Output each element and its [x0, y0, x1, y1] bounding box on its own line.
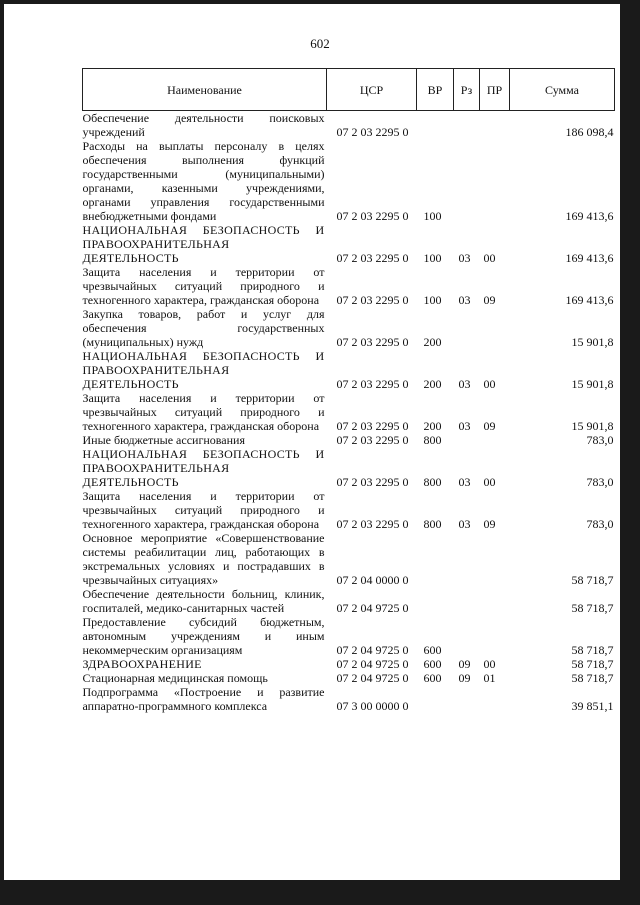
row-pr: 01: [483, 671, 496, 685]
row-pr: [480, 139, 510, 223]
row-csr: 07 2 03 2295 0: [336, 377, 409, 391]
row-name: НАЦИОНАЛЬНАЯ БЕЗОПАСНОСТЬ И ПРАВООХРАНИТЕЛЬНАЯ ДЕЯТЕЛЬНОСТЬ: [82, 349, 325, 391]
table-row: [83, 685, 615, 713]
row-rz: [454, 615, 480, 657]
row-rz: 03: [458, 419, 471, 433]
row-rz: [454, 587, 480, 615]
row-csr: 07 2 03 2295 0: [336, 125, 409, 139]
row-vr: 800: [423, 517, 442, 531]
row-rz: 03: [458, 377, 471, 391]
row-rz: 09: [458, 671, 471, 685]
row-csr: 07 2 03 2295 0: [336, 475, 409, 489]
row-vr: 200: [423, 377, 442, 391]
table-header-row: [83, 69, 615, 111]
scan-border-bottom: [0, 880, 640, 905]
table-row: [83, 223, 615, 265]
row-pr: [480, 307, 510, 349]
row-sum: 58 718,7: [571, 657, 614, 671]
row-pr: 09: [483, 293, 496, 307]
row-rz: 03: [458, 251, 471, 265]
table-row: [83, 489, 615, 531]
row-csr: 07 2 03 2295 0: [336, 433, 409, 447]
row-name: Защита населения и территории от чрезвычайных ситуаций природного и техногенного характера, гражданская оборона: [82, 391, 325, 433]
row-sum: 15 901,8: [571, 335, 614, 349]
row-pr: [480, 615, 510, 657]
row-vr: [417, 685, 454, 713]
row-sum: 15 901,8: [571, 377, 614, 391]
row-vr: [417, 111, 454, 140]
row-pr: 00: [483, 251, 496, 265]
row-sum: 169 413,6: [565, 209, 614, 223]
row-name: Стационарная медицинская помощь: [82, 671, 268, 685]
row-csr: 07 2 03 2295 0: [336, 251, 409, 265]
row-csr: 07 2 04 0000 0: [336, 573, 409, 587]
row-csr: 07 2 03 2295 0: [336, 517, 409, 531]
table-row: [83, 657, 615, 671]
row-csr: 07 2 04 9725 0: [336, 671, 409, 685]
row-csr: 07 2 04 9725 0: [336, 643, 409, 657]
row-vr: [417, 587, 454, 615]
row-rz: [454, 139, 480, 223]
row-rz: 03: [458, 293, 471, 307]
row-vr: 100: [423, 209, 442, 223]
table-row: [83, 349, 615, 391]
row-csr: 07 2 03 2295 0: [336, 335, 409, 349]
row-sum: 783,0: [586, 517, 614, 531]
row-pr: [480, 587, 510, 615]
row-vr: 100: [423, 293, 442, 307]
row-sum: 58 718,7: [571, 601, 614, 615]
table-row: [83, 531, 615, 587]
row-sum: 58 718,7: [571, 573, 614, 587]
table-row: [83, 111, 615, 140]
row-vr: 600: [423, 657, 442, 671]
row-sum: 39 851,1: [571, 699, 614, 713]
row-sum: 169 413,6: [565, 293, 614, 307]
row-name: Обеспечение деятельности больниц, клиник, госпиталей, медико-санитарных частей: [82, 587, 325, 615]
header-pr: ПР: [480, 69, 510, 111]
scan-border-left: [0, 0, 4, 880]
row-rz: [454, 433, 480, 447]
row-sum: 169 413,6: [565, 251, 614, 265]
row-csr: 07 2 03 2295 0: [336, 209, 409, 223]
header-vr: ВР: [417, 69, 454, 111]
row-name: НАЦИОНАЛЬНАЯ БЕЗОПАСНОСТЬ И ПРАВООХРАНИТЕЛЬНАЯ ДЕЯТЕЛЬНОСТЬ: [82, 447, 325, 489]
row-rz: [454, 307, 480, 349]
row-vr: 200: [423, 335, 442, 349]
row-csr: 07 2 03 2295 0: [336, 419, 409, 433]
row-csr: 07 2 03 2295 0: [336, 293, 409, 307]
row-pr: 00: [483, 377, 496, 391]
row-pr: 00: [483, 475, 496, 489]
row-pr: [480, 685, 510, 713]
row-rz: 09: [458, 657, 471, 671]
table-row: [83, 615, 615, 657]
row-rz: 03: [458, 475, 471, 489]
row-csr: 07 2 04 9725 0: [336, 601, 409, 615]
scan-border-top: [0, 0, 640, 4]
page-number: 602: [310, 36, 330, 51]
row-sum: 186 098,4: [565, 125, 614, 139]
row-name: Расходы на выплаты персоналу в целях обеспечения выполнения функций государственными (муниципальными) органами, казенными учреждениями, органами управления государственными внебюджетными фондами: [82, 139, 325, 223]
row-name: ЗДРАВООХРАНЕНИЕ: [82, 657, 202, 671]
header-csr: ЦСР: [327, 69, 417, 111]
table-row: [83, 307, 615, 349]
row-rz: [454, 111, 480, 140]
table-row: [83, 433, 615, 447]
row-vr: 800: [423, 433, 442, 447]
row-pr: 09: [483, 419, 496, 433]
row-name: Основное мероприятие «Совершенствование системы реабилитации лиц, работающих в экстремальных условиях и пострадавших в чрезвычайных ситуациях»: [82, 531, 325, 587]
row-pr: 00: [483, 657, 496, 671]
row-vr: [417, 531, 454, 587]
row-pr: [480, 433, 510, 447]
row-sum: 783,0: [586, 475, 614, 489]
row-name: НАЦИОНАЛЬНАЯ БЕЗОПАСНОСТЬ И ПРАВООХРАНИТЕЛЬНАЯ ДЕЯТЕЛЬНОСТЬ: [82, 223, 325, 265]
budget-table: [82, 68, 615, 713]
row-pr: [480, 111, 510, 140]
row-sum: 783,0: [586, 433, 614, 447]
row-vr: 800: [423, 475, 442, 489]
header-rz: Рз: [454, 69, 480, 111]
row-name: Защита населения и территории от чрезвычайных ситуаций природного и техногенного характера, гражданская оборона: [82, 265, 325, 307]
row-name: Подпрограмма «Построение и развитие аппаратно-программного комплекса: [82, 685, 325, 713]
header-name: Наименование: [83, 69, 327, 111]
table-row: [83, 265, 615, 307]
row-name: Защита населения и территории от чрезвычайных ситуаций природного и техногенного характера, гражданская оборона: [82, 489, 325, 531]
row-vr: 600: [423, 671, 442, 685]
row-pr: 09: [483, 517, 496, 531]
table-row: [83, 671, 615, 685]
row-rz: [454, 685, 480, 713]
scan-border-right: [620, 0, 640, 905]
row-name: Закупка товаров, работ и услуг для обеспечения государственных (муниципальных) нужд: [82, 307, 325, 349]
row-name: Иные бюджетные ассигнования: [82, 433, 245, 447]
row-csr: 07 2 04 9725 0: [336, 657, 409, 671]
header-sum: Сумма: [510, 69, 615, 111]
row-sum: 58 718,7: [571, 643, 614, 657]
row-csr: 07 3 00 0000 0: [336, 699, 409, 713]
row-name: Обеспечение деятельности поисковых учреждений: [82, 111, 325, 139]
row-rz: [454, 531, 480, 587]
row-vr: 100: [423, 251, 442, 265]
row-name: Предоставление субсидий бюджетным, автономным учреждениям и иным некоммерческим организациям: [82, 615, 325, 657]
row-sum: 15 901,8: [571, 419, 614, 433]
row-pr: [480, 531, 510, 587]
table-row: [83, 391, 615, 433]
table-row: [83, 447, 615, 489]
row-rz: 03: [458, 517, 471, 531]
row-vr: 200: [423, 419, 442, 433]
row-sum: 58 718,7: [571, 671, 614, 685]
table-row: [83, 587, 615, 615]
row-vr: 600: [423, 643, 442, 657]
table-row: [83, 139, 615, 223]
